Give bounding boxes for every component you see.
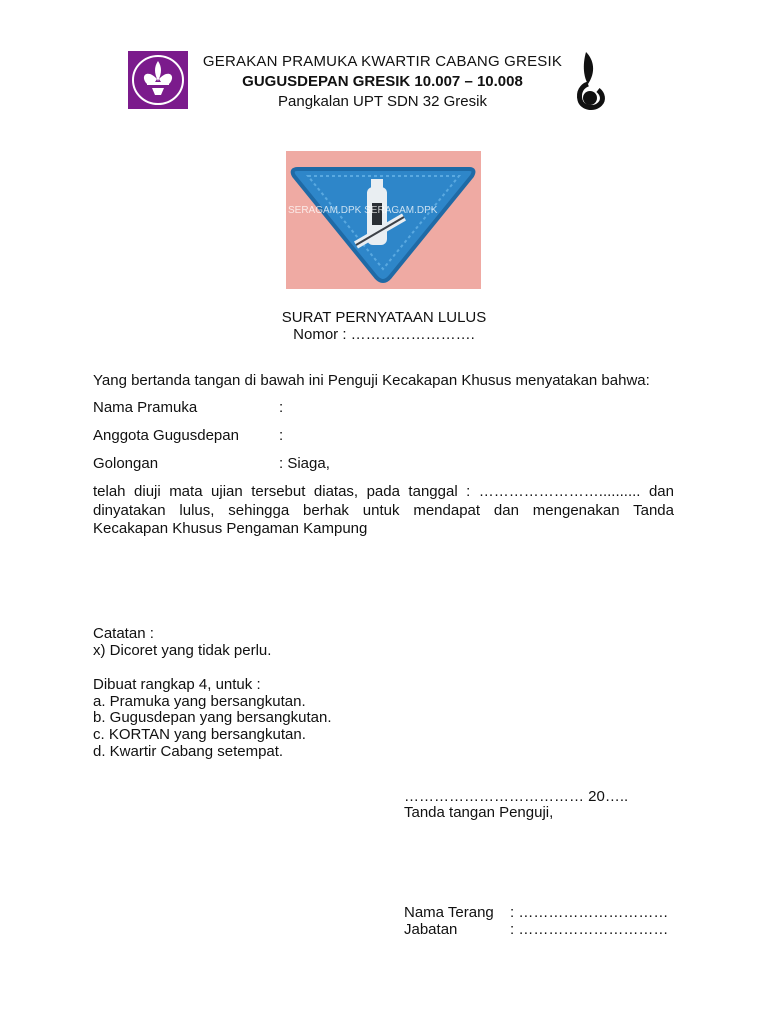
intro-text: Yang bertanda tangan di bawah ini Penguji Kecakapan Khusus menyatakan bahwa: [93,372,650,389]
nama-terang-value: : ………………………… [510,904,669,921]
field-value-anggota-gugusdepan: : [279,427,284,444]
catatan-item: x) Dicoret yang tidak perlu. [93,642,272,659]
document-title: SURAT PERNYATAAN LULUS [281,309,487,326]
tunas-kelapa-logo [572,50,606,112]
signature-role: Tanda tangan Penguji, [404,804,554,821]
list-item: d. Kwartir Cabang setempat. [93,743,284,760]
document-number: Nomor : ……………………. [293,326,475,343]
rangkap-label: Dibuat rangkap 4, untuk : [93,676,261,693]
signature-date-line: ……………………………… 20….. [404,788,629,805]
statement-paragraph: telah diuji mata ujian tersebut diatas, pada tanggal : …………………….......... dan dinyatakan lulus, sehingga berhak untuk mendapat dan mengenakan Tanda Kecakapan Khusus Pengaman Kampung [93,483,674,537]
header-pangkalan: Pangkalan UPT SDN 32 Gresik [278,93,487,110]
field-label-nama-pramuka: Nama Pramuka [93,399,198,416]
scout-fleur-de-lis-logo [128,51,188,109]
catatan-label: Catatan : [93,625,154,642]
tunas-kelapa-icon [572,50,606,112]
header-gugusdepan: GUGUSDEPAN GRESIK 10.007 – 10.008 [242,73,523,90]
jabatan-value: : ………………………… [510,921,669,938]
tkk-badge-image [286,151,481,289]
field-label-golongan: Golongan [93,455,159,472]
list-item: c. KORTAN yang bersangkutan. [93,726,306,743]
field-label-anggota-gugusdepan: Anggota Gugusdepan [93,427,239,444]
list-item: b. Gugusdepan yang bersangkutan. [93,709,332,726]
nama-terang-label: Nama Terang [404,904,494,921]
jabatan-label: Jabatan [404,921,458,938]
list-item: a. Pramuka yang bersangkutan. [93,693,306,710]
fleur-de-lis-icon [128,51,188,109]
field-value-nama-pramuka: : [279,399,284,416]
field-value-golongan: : Siaga, [279,455,330,472]
header-org-name: GERAKAN PRAMUKA KWARTIR CABANG GRESIK [202,53,563,70]
badge-watermark: SERAGAM.DPK SERAGAM.DPK [288,205,438,216]
